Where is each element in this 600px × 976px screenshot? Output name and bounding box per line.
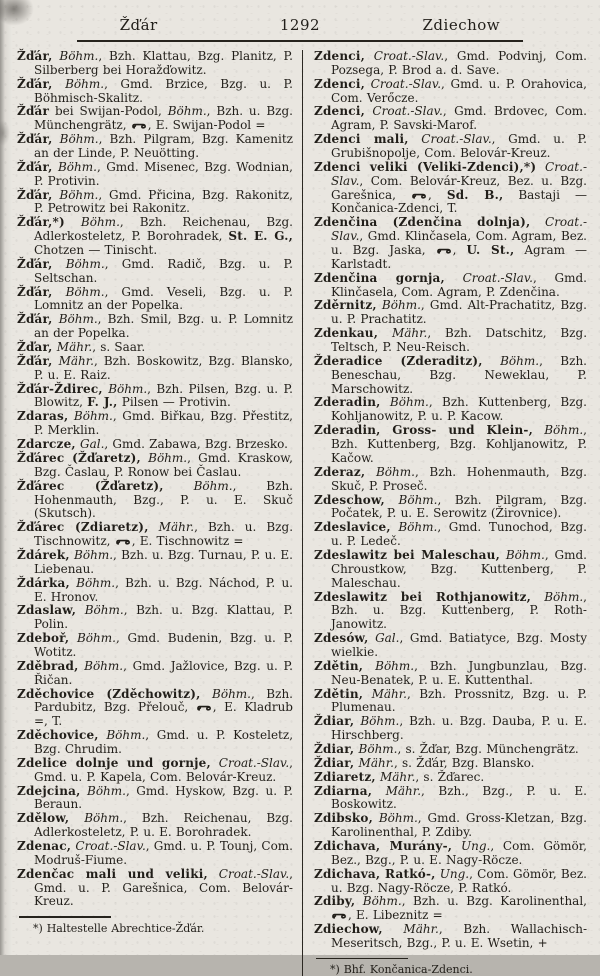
entry-detail: , E. Kladrub =, T. bbox=[34, 700, 293, 729]
entry-detail: , Gmd. Kraskow, Bzg. Časlau, P. Ronow bei Časlau. bbox=[34, 450, 293, 479]
entry-detail: , Bzh. u. Bzg. Turnau, P. u. E. Liebenau. bbox=[34, 547, 293, 576]
entry-detail: , Bzh. Wallachisch-Meseritsch, Bzg., P. u. E. Wsetin, + bbox=[331, 922, 587, 950]
entry-detail: , Gmd. u. P. Kosteletz, Bzg. Chrudim. bbox=[34, 728, 294, 756]
gazetteer-entry bbox=[17, 785, 293, 813]
page-header bbox=[0, 0, 600, 36]
region-label: Croat.-Slav. bbox=[444, 270, 533, 285]
entry-name: Zdenčina gornja, bbox=[314, 270, 445, 285]
entry-detail: , Bzh. Prossnitz, Bzg. u. P. Plumenau. bbox=[331, 686, 587, 715]
entry-name: Zdichava, Ratkó-, bbox=[314, 866, 436, 881]
entry-detail: , Gmd. Tunochod, Bzg. u. P. Ledeč. bbox=[331, 520, 587, 549]
gazetteer-entry bbox=[314, 895, 587, 923]
gazetteer-entry bbox=[17, 480, 293, 522]
gazetteer-entry bbox=[17, 355, 293, 383]
gazetteer-entry bbox=[314, 272, 587, 300]
entry-name: Zdenci, bbox=[314, 49, 365, 63]
entry-detail: , Bzh. u. Bzg. Dauba, P. u. E. Hirschberg. bbox=[331, 714, 587, 743]
entry-name: Žďar, bbox=[17, 340, 53, 355]
header-right-keyword: Zdiechow bbox=[422, 16, 501, 34]
entry-detail: , Gmd. Veseli, Bzg. u. P. Lomnitz an der Popelka. bbox=[34, 284, 293, 313]
entry-detail: , s. Žďár, Bzg. Blansko. bbox=[393, 755, 535, 770]
region-label: Croat.-Slav. bbox=[364, 104, 443, 119]
entry-detail: , Com. Gömör, Bez., Bzg., P. u. E. Nagy-Röcze. bbox=[331, 838, 587, 867]
gazetteer-entry bbox=[314, 632, 587, 660]
entry-name: Zdenčac mali und veliki, bbox=[17, 866, 208, 881]
gazetteer-entry bbox=[314, 660, 587, 688]
gazetteer-entry bbox=[314, 521, 587, 549]
region-label: Mähr. bbox=[363, 686, 407, 701]
entry-detail: , Gmd. u. P. Garešnica, Com. Belovár-Kreuz. bbox=[34, 866, 293, 909]
region-label: Böhm. bbox=[384, 492, 438, 507]
post-horn-icon bbox=[437, 246, 452, 255]
region-label: Böhm. bbox=[68, 409, 113, 424]
entry-name: Zdejcina, bbox=[17, 783, 81, 798]
entry-name: Žďár,*) bbox=[17, 215, 65, 230]
entry-detail: , Com. Belovár-Kreuz, Bez. u. Bzg. Garešnica, bbox=[331, 173, 587, 202]
footnote-rule bbox=[19, 916, 111, 917]
region-label: Croat.-Slav. bbox=[71, 838, 146, 853]
entry-detail: , Com. Gömör, Bez. u. Bzg. Nagy-Röcze, P. Ratkó. bbox=[331, 866, 587, 895]
entry-detail: , Gmd. u. P. Tounj, Com. Modruš-Fiume. bbox=[34, 838, 294, 867]
entry-detail: , Bzh. Datschitz, Bzg. Teltsch, P. Neu-Reisch. bbox=[331, 326, 588, 355]
entry-name: Ždárek, bbox=[17, 547, 70, 562]
region-label: Böhm. bbox=[355, 894, 402, 909]
entry-name: Zdibsko, bbox=[314, 811, 373, 826]
entry-detail: , Gmd. Gross-Kletzan, Bzg. Karolinenthal, P. Zdiby. bbox=[331, 811, 587, 840]
entry-name: Žďár, bbox=[17, 132, 53, 147]
region-label: Mähr. bbox=[375, 769, 416, 784]
region-label: Böhm. bbox=[376, 298, 421, 313]
gazetteer-entry bbox=[314, 396, 587, 424]
entry-detail: , Gmd. Klinčasela, Com. Agram, P. Zdenčina. bbox=[331, 270, 587, 299]
region-label: Böhm. bbox=[530, 589, 584, 604]
gazetteer-entry bbox=[17, 840, 293, 868]
post-horn-icon bbox=[332, 911, 347, 920]
entry-detail: , Gmd. Biřkau, Bzg. Přestitz, P. Merklin. bbox=[34, 409, 293, 438]
post-horn-icon bbox=[132, 121, 147, 130]
entry-name: Žďár, bbox=[17, 353, 53, 368]
entry-name: Zdenci, bbox=[314, 104, 365, 119]
region-label: Böhm. bbox=[354, 741, 398, 756]
entry-name: Zděchovice (Zděchowitz), bbox=[17, 686, 201, 701]
region-label: Böhm. bbox=[76, 603, 124, 618]
entry-name: U. St., bbox=[466, 243, 515, 258]
region-label: Ung. bbox=[452, 838, 491, 853]
gazetteer-entry bbox=[17, 660, 293, 688]
region-label: Croat.-Slav. bbox=[364, 76, 442, 91]
gazetteer-entry bbox=[314, 466, 587, 494]
gazetteer-entry bbox=[17, 258, 293, 286]
gazetteer-entry bbox=[17, 383, 293, 411]
gazetteer-entry bbox=[17, 868, 293, 910]
entry-name: Žďár, bbox=[17, 187, 53, 202]
entry-detail: , Bzh. u. Bzg. Tischnowitz, bbox=[34, 520, 294, 549]
entry-detail: , Gmd. u. P. Kapela, Com. Belovár-Kreuz. bbox=[34, 755, 293, 784]
entry-name: Žďár bbox=[17, 104, 50, 119]
column-left bbox=[17, 50, 302, 976]
region-label: Böhm. bbox=[372, 811, 418, 826]
entry-detail: , Gmd. Brdovec, Com. Agram, P. Savski-Marof. bbox=[331, 104, 587, 133]
gazetteer-entry bbox=[17, 604, 293, 632]
gazetteer-entry bbox=[17, 161, 293, 189]
entry-detail: , bbox=[428, 187, 447, 202]
entry-name: Zdeslawitz bei Maleschau, bbox=[314, 547, 500, 562]
region-label: Croat.-Slav. bbox=[331, 215, 587, 244]
entry-detail: , Bzh. u. Bzg. Klattau, P. Polin. bbox=[34, 603, 293, 632]
entry-detail: , Bzh. Klattau, Bzg. Planitz, P. Silberberg bei Horažďowitz. bbox=[34, 49, 293, 77]
entry-detail: , E. Tischnowitz = bbox=[131, 534, 244, 549]
region-label: Croat.-Slav. bbox=[331, 159, 587, 188]
gazetteer-entry bbox=[17, 105, 293, 133]
entry-name: Žďár, bbox=[17, 256, 53, 271]
entry-detail: , Bzh. u. Bzg. Karolinenthal, bbox=[401, 894, 587, 909]
entry-name: Zdenci, bbox=[314, 76, 365, 91]
region-label: Böhm. bbox=[52, 256, 105, 271]
entry-detail: , Bzh. Pilgram, Bzg. Počatek, P. u. E. Serowitz (Žirovnice). bbox=[331, 492, 588, 521]
entry-detail: , Gmd. Zabawa, Bzg. Brzesko. bbox=[104, 437, 288, 452]
entry-name: St. E. G., bbox=[228, 229, 294, 244]
region-label: Ung. bbox=[435, 866, 470, 881]
region-label: Mähr. bbox=[52, 353, 94, 368]
gazetteer-entry bbox=[17, 133, 293, 161]
region-label: Böhm. bbox=[365, 464, 415, 479]
entry-detail: , Gmd. Přicina, Bzg. Rakonitz, P. Petrowitz bei Rakonitz. bbox=[34, 187, 293, 216]
entry-name: Zdenčina (Zdenčina dolnja), bbox=[314, 215, 531, 230]
region-label: Böhm. bbox=[52, 132, 99, 147]
region-label: Böhm. bbox=[167, 104, 207, 119]
entry-detail: , Gmd. Podvinj, Com. Pozsega, P. Brod a. d. Save. bbox=[331, 49, 587, 77]
text-columns bbox=[0, 42, 600, 976]
region-label: Böhm. bbox=[533, 423, 584, 438]
gazetteer-entry bbox=[314, 50, 587, 78]
entry-name: Zdenac, bbox=[17, 838, 72, 853]
region-label: Croat.-Slav. bbox=[210, 755, 290, 770]
gazetteer-entry bbox=[314, 494, 587, 522]
entry-name: Zděbrad, bbox=[17, 658, 79, 673]
gazetteer-entry bbox=[17, 410, 293, 438]
gazetteer-entry bbox=[17, 812, 293, 840]
entry-name: Zdeschow, bbox=[314, 492, 385, 507]
entry-name: Zdaslaw, bbox=[17, 603, 77, 618]
gazetteer-entry bbox=[314, 840, 587, 868]
region-label: Böhm. bbox=[390, 520, 438, 535]
region-label: Böhm. bbox=[363, 658, 415, 673]
entry-name: Zderaz, bbox=[314, 464, 366, 479]
region-label: Gal. bbox=[75, 437, 105, 452]
entry-detail: , Gmd. Alt-Prachatitz, Bzg. u. P. Prachatitz. bbox=[331, 298, 587, 327]
region-label: Gal. bbox=[368, 631, 400, 646]
entry-detail: , Gmd. Budenin, Bzg. u. P. Wotitz. bbox=[34, 631, 293, 659]
entry-detail: , Bzh. Beneschau, Bzg. Neweklau, P. Marschowitz. bbox=[331, 353, 587, 396]
entry-detail: , Bzh. Kuttenberg, Bzg. Kohljanowitz, P. Kačow. bbox=[331, 423, 587, 465]
region-label: Böhm. bbox=[98, 728, 146, 743]
entry-name: Zdenci mali, bbox=[314, 132, 409, 147]
entry-name: Žďár, bbox=[17, 159, 53, 174]
entry-name: Zdenci veliki (Veliki-Zdenci),*) bbox=[314, 159, 537, 174]
footnote: *) Haltestelle Abrechtice-Žďár. bbox=[33, 921, 205, 935]
gazetteer-entry bbox=[17, 78, 293, 106]
entry-detail: , Gmd. Klinčasela, Com. Agram, Bez. u. Bzg. Jaska, bbox=[331, 229, 587, 258]
entry-detail: , Bzh. Kuttenberg, Bzg. Kohljanowitz, P. u. P. Kacow. bbox=[331, 395, 587, 424]
entry-detail: , Bzh. u. Bzg. Münchengrätz, bbox=[34, 104, 294, 133]
entry-name: Zděrnitz, bbox=[314, 298, 377, 313]
entry-detail: Chotzen — Tinischt. bbox=[34, 243, 158, 258]
post-horn-icon bbox=[412, 191, 427, 200]
region-label: Böhm. bbox=[354, 714, 400, 729]
entry-name: Žďár, bbox=[17, 284, 53, 299]
gazetteer-entry bbox=[17, 341, 293, 355]
entry-detail: bei Swijan-Podol, bbox=[49, 104, 168, 119]
region-label: Croat.-Slav. bbox=[207, 866, 290, 881]
entry-detail: , Bzh. Reichenau, Bzg. Adlerkosteletz, P. u. E. Borohradek. bbox=[34, 811, 293, 840]
gazetteer-entry bbox=[314, 133, 587, 161]
post-horn-icon bbox=[116, 537, 131, 546]
region-label: Böhm. bbox=[163, 478, 233, 493]
entry-detail: , Bzh. Hohenmauth, Bzg., P. u. E. Skuč (Skutsch). bbox=[34, 478, 293, 521]
region-label: Böhm. bbox=[69, 575, 116, 590]
gazetteer-entry bbox=[17, 189, 293, 217]
gazetteer-entry bbox=[314, 549, 587, 591]
entry-name: Žďár, bbox=[17, 49, 53, 63]
region-label: Böhm. bbox=[52, 312, 98, 327]
gazetteer-entry bbox=[17, 50, 293, 78]
gazetteer-entry bbox=[314, 868, 587, 896]
entry-detail: , Gmd. Brzice, Bzg. u. P. Böhmisch-Skalitz. bbox=[34, 76, 293, 105]
region-label: Böhm. bbox=[200, 686, 251, 701]
region-label: Böhm. bbox=[102, 381, 148, 396]
gazetteer-entry bbox=[17, 521, 293, 549]
gazetteer-entry bbox=[17, 688, 293, 730]
entry-detail: , Bzh. Reichenau, Bzg. Adlerkosteletz, P. Borohradek, bbox=[34, 215, 293, 244]
entry-name: Zdeslavice, bbox=[314, 520, 391, 535]
gazetteer-entry bbox=[17, 452, 293, 480]
footnote: *) Bhf. Končanica-Zdenci. bbox=[330, 963, 473, 976]
region-label: Mähr. bbox=[378, 326, 428, 341]
entry-detail: , Bzh. Jungbunzlau, Bzg. Neu-Benatek, P. u. E. Kuttenthal. bbox=[331, 658, 587, 687]
entry-name: Zdětin, bbox=[314, 658, 364, 673]
entry-detail: , Bzh. Boskowitz, Bzg. Blansko, P. u. E. Raiz. bbox=[34, 353, 293, 382]
entry-name: Žderadice (Zderaditz), bbox=[314, 353, 483, 368]
region-label: Mähr. bbox=[148, 520, 195, 535]
gazetteer-entry bbox=[17, 729, 293, 757]
entry-detail: , s. Saar. bbox=[92, 340, 146, 355]
region-label: Croat.-Slav. bbox=[364, 49, 445, 63]
entry-name: Zdarcze, bbox=[17, 437, 76, 452]
entry-detail: , E. Swijan-Podol = bbox=[147, 118, 266, 133]
entry-detail: Agram — Karlstadt. bbox=[331, 243, 588, 271]
entry-detail: , bbox=[452, 243, 467, 258]
gazetteer-entry bbox=[314, 923, 587, 951]
entry-detail: , Gmd. Chroustkow, Bzg. Kuttenberg, P. Maleschau. bbox=[331, 547, 588, 590]
entry-detail: , Gmd. Misenec, Bzg. Wodnian, P. Protivin. bbox=[34, 159, 293, 188]
gazetteer-entry bbox=[314, 327, 587, 355]
region-label: Böhm. bbox=[482, 353, 540, 368]
entry-name: Zděchovice, bbox=[17, 728, 99, 743]
entry-detail: , Bzh. Pilgram, Bzg. Kamenitz an der Linde, P. Neuötting. bbox=[34, 132, 293, 161]
entry-detail: , s. Žďar, Bzg. Münchengrätz. bbox=[397, 741, 579, 756]
gazetteer-entry bbox=[314, 688, 587, 716]
gazetteer-entry bbox=[314, 355, 587, 397]
entry-name: Zdeboř, bbox=[17, 631, 70, 646]
entry-name: Žďárec (Zdiaretz), bbox=[17, 520, 149, 535]
entry-name: Zderadin, Gross- und Klein-, bbox=[314, 423, 533, 438]
footnote-rule bbox=[316, 958, 408, 959]
region-label: Mähr. bbox=[354, 755, 394, 770]
region-label: Böhm. bbox=[64, 215, 120, 230]
gazetteer-entry bbox=[17, 216, 293, 258]
entry-name: Ždiar, bbox=[314, 714, 355, 729]
region-label: Böhm. bbox=[78, 658, 124, 673]
page-number: 1292 bbox=[279, 16, 321, 34]
region-label: Böhm. bbox=[140, 450, 188, 465]
entry-name: Žďár-Ždirec, bbox=[17, 381, 103, 396]
entry-detail: , Bzh. Smil, Bzg. u. P. Lomnitz an der Popelka. bbox=[34, 312, 293, 341]
entry-name: Ždárka, bbox=[17, 575, 70, 590]
entry-name: Žďár, bbox=[17, 312, 53, 327]
gazetteer-entry bbox=[17, 313, 293, 341]
gazetteer-entry bbox=[314, 771, 587, 785]
region-label: Böhm. bbox=[52, 159, 97, 174]
column-right bbox=[302, 50, 587, 976]
entry-detail: , Bzh. Hohenmauth, Bzg. Skuč, P. Proseč. bbox=[331, 464, 587, 493]
gazetteer-entry bbox=[314, 757, 587, 771]
entry-name: Zdiby, bbox=[314, 894, 356, 909]
entry-name: Žďár, bbox=[17, 76, 53, 91]
region-label: Böhm. bbox=[80, 783, 126, 798]
gazetteer-entry bbox=[17, 757, 293, 785]
entry-detail: , Gmd. Batiatyce, Bzg. Mosty wielkie. bbox=[331, 631, 587, 659]
entry-detail: Pilsen — Protivin. bbox=[117, 395, 231, 410]
entry-name: Sd. B., bbox=[446, 187, 504, 202]
gazetteer-entry bbox=[17, 549, 293, 577]
gazetteer-entry bbox=[314, 299, 587, 327]
region-label: Böhm. bbox=[52, 284, 105, 299]
gazetteer-entry bbox=[314, 591, 587, 633]
region-label: Mähr. bbox=[382, 922, 439, 937]
region-label: Croat.-Slav. bbox=[408, 132, 492, 147]
region-label: Böhm. bbox=[69, 547, 114, 562]
entry-detail: , Gmd. Hyskow, Bzg. u. P. Beraun. bbox=[34, 783, 293, 812]
gazetteer-entry bbox=[17, 286, 293, 314]
entry-detail: , Gmd. Radič, Bzg. u. P. Seltschan. bbox=[34, 256, 293, 285]
region-label: Böhm. bbox=[499, 547, 545, 562]
gazetteer-entry bbox=[314, 161, 587, 216]
gazetteer-entry bbox=[314, 715, 587, 743]
gazetteer-entry bbox=[314, 743, 587, 757]
entry-detail: , Gmd. u. P. Orahovica, Com. Verőcze. bbox=[331, 76, 587, 105]
entry-name: Zdelice dolnje und gornje, bbox=[17, 755, 211, 770]
entry-name: Ždiar, bbox=[314, 755, 355, 770]
entry-name: Zdeslawitz bei Rothjanowitz, bbox=[314, 589, 531, 604]
gazetteer-entry bbox=[17, 577, 293, 605]
region-label: Mähr. bbox=[372, 783, 422, 798]
entry-name: Zdiaretz, bbox=[314, 769, 376, 784]
entry-name: Zdenkau, bbox=[314, 326, 379, 341]
entry-detail: , Bzh. u. Bzg. Náchod, P. u. E. Hronov. bbox=[34, 575, 293, 604]
region-label: Böhm. bbox=[380, 395, 429, 410]
region-label: Böhm. bbox=[69, 631, 116, 646]
entry-name: Zdichava, Murány-, bbox=[314, 838, 453, 853]
post-horn-icon bbox=[197, 703, 212, 712]
entry-detail: , Gmd. u. P. Grubišnopolje, Com. Belovár-Kreuz. bbox=[331, 132, 587, 161]
entry-name: Zdělow, bbox=[17, 811, 70, 826]
region-label: Böhm. bbox=[52, 187, 99, 202]
gazetteer-entry bbox=[314, 785, 587, 813]
entry-name: Ždiar, bbox=[314, 741, 355, 756]
entry-detail: , Bzh. u. Bzg. Kuttenberg, P. Roth-Janowitz. bbox=[331, 589, 587, 632]
entry-name: Zdětin, bbox=[314, 686, 364, 701]
entry-detail: , E. Libeznitz = bbox=[348, 908, 443, 923]
entry-detail: , Bzh. Pilsen, Bzg. u. P. Blowitz, bbox=[34, 381, 293, 410]
gazetteer-entry bbox=[17, 632, 293, 660]
gazetteer-entry bbox=[314, 812, 587, 840]
gazetteer-entry bbox=[17, 438, 293, 452]
region-label: Böhm. bbox=[52, 76, 105, 91]
entry-detail: , Bzh., Bzg., P. u. E. Boskowitz. bbox=[331, 783, 587, 812]
entry-name: F. J., bbox=[87, 395, 118, 410]
entry-name: Žďárec (Žďaretz), bbox=[17, 450, 141, 465]
entry-detail: , s. Žďarec. bbox=[415, 769, 485, 784]
gazetteer-entry bbox=[314, 424, 587, 466]
gazetteer-entry bbox=[314, 78, 587, 106]
entry-detail: , Gmd. Jažlovice, Bzg. u. P. Řičan. bbox=[34, 658, 293, 687]
region-label: Böhm. bbox=[69, 811, 124, 826]
entry-name: Žďárec (Žďaretz), bbox=[17, 478, 164, 493]
entry-name: Zdaras, bbox=[17, 409, 69, 424]
region-label: Böhm. bbox=[52, 49, 99, 63]
entry-detail: Bastaji — Končanica-Zdenci, T. bbox=[331, 187, 587, 216]
region-label: Mähr. bbox=[52, 340, 93, 355]
entry-detail: , Bzh. Pardubitz, Bzg. Přelouč, bbox=[34, 686, 293, 715]
entry-name: Zdesów, bbox=[314, 631, 369, 646]
header-left-keyword: Žďár bbox=[119, 16, 158, 34]
entry-name: Zdiechow, bbox=[314, 922, 383, 937]
entry-name: Zdiarna, bbox=[314, 783, 373, 798]
entry-name: Zderadin, bbox=[314, 395, 381, 410]
gazetteer-entry bbox=[314, 105, 587, 133]
gazetteer-entry bbox=[314, 216, 587, 271]
